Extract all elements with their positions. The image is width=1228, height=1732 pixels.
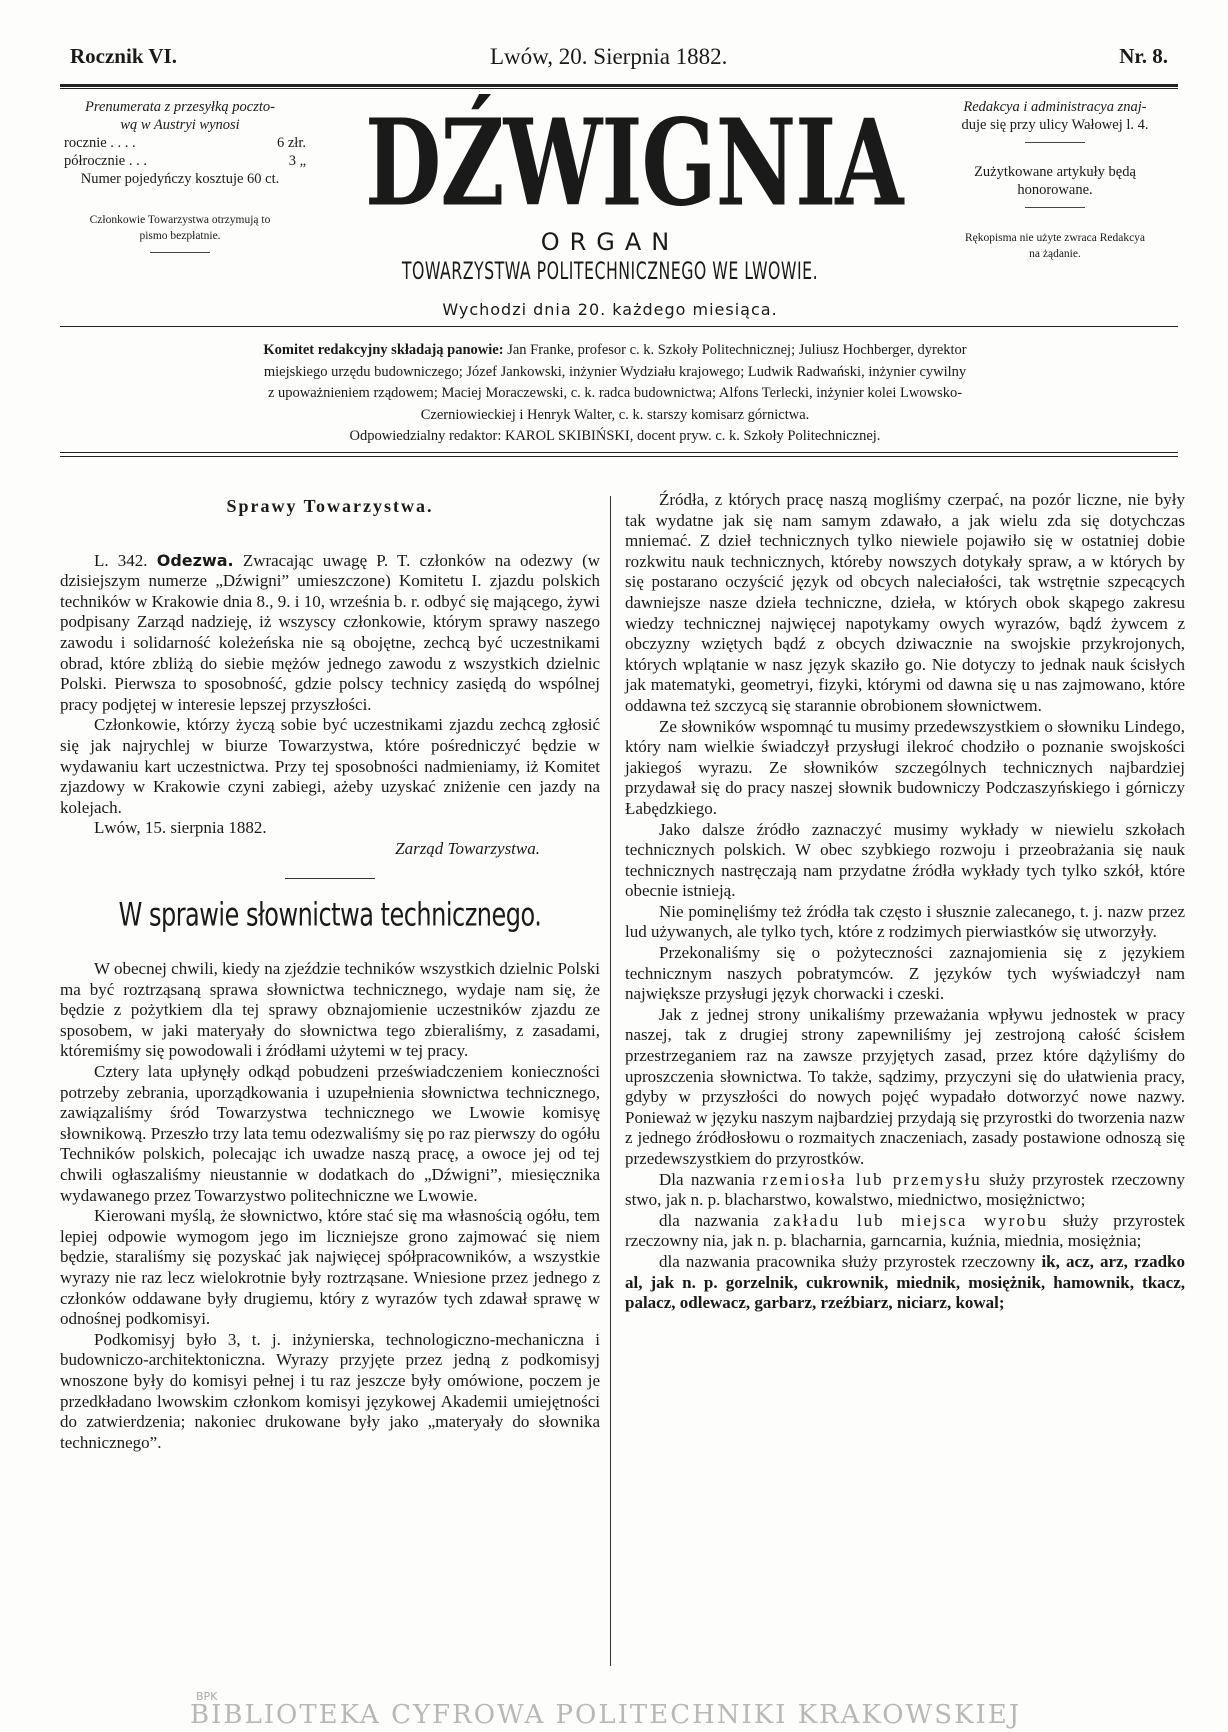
right-paragraph-9 [625,1252,1185,1314]
article-paragraph-2: Cztery lata upłynęły odkąd pobudzeni przeświadczeniem konieczności potrzeby zebrania, uporządkowania i uzupełnienia słownictwa technicznego, zawiązaliśmy śród Towarzystwa technicznego we Lwowie komisyę słownikową. Przeszło trzy lata temu odezwaliśmy się po raz pierwszy do ogółu Techników polskich, polecając ich uwadze naszą pracę, a owoce jej od tej chwili ogłaszaliśmy nieustannie w dodatkach do „Dźwigni”, miesięcznika wydawanego przez Towarzystwo politechniczne we Lwowie. [60,1062,600,1205]
committee-line-4: Czerniowieckiej i Henryk Walter, c. k. starszy komisarz górnictwa. [420,406,810,423]
library-watermark: BIBLIOTEKA CYFROWA POLITECHNIKI KRAKOWSKIEJ [190,1700,1022,1730]
right-paragraph-8-term: zakładu lub miejsca wyrobu [773,1210,1048,1230]
notice-paragraph-1 [60,551,600,716]
committee-line-1-rest: Jan Franke, profesor c. k. Szkoły Politechnicznej; Juliusz Hochberger, dyrektor [507,342,967,358]
article-paragraph-1: W obecnej chwili, kiedy na zjeździe techników wszystkich dzielnic Polski ma być roztrząsaną sprawa słownictwa technicznego, wydaje nam się, że będzie z pożytkiem dla tej sprawy obznajomienie uczestników zjazdu ze sposobem, w jaki materyały do słownictwa tego zbieraliśmy, z zasadami, któremiśmy się powodowali i źródłami użytemi w tej pracy. [60,959,600,1061]
notice-text-1: Zwracając uwagę P. T. członków na odezwy (w dzisiejszym numerze „Dźwigni” umieszczone) Komitetu I. zjazdu polskich techników w Krakowie dnia 8., 9. i 10, września b. r. odbyć się mającego, żywi podpisany Zarząd nadzieję, iż wszyscy członkowie, którym sprawy naszego zawodu i solidarność koleżeńska nie są obojętne, zechcą być uczestnikami obrad, które zbliżą do siebie mężów jednego zawodu z wszystkich dzielnic Polski. Pierwsza to sposobność, gdzie polscy technicy zasiędą do wspólnej pracy podjętej w interesie lepszej przyszłości. [60,550,601,714]
masthead-rule-top-thin [60,88,1178,89]
right-paragraph-3: Jako dalsze źródło zaznaczyć musimy wykłady w niewielu szkołach technicznych polskich. W obec szybkiego rozwoju i przeobrażania się nauk technicznych nastręczają nam przydatne źródła wykłady tych tylko szkół, które obecnie istnieją. [625,819,1185,901]
honorarium-line-1: Zużytkowane artykuły będą [974,164,1136,180]
right-paragraph-9-suffixes: ik, acz, arz, rzadko al, jak n. p. [625,1251,1186,1292]
price-yearly [40,134,320,152]
divider [285,878,375,879]
notice-date: Lwów, 15. sierpnia 1882. [94,818,267,838]
masthead-topline [70,40,1168,74]
committee-lead: Komitet redakcyjny składają panowie: [263,342,504,358]
members-note-line-1: Członkowie Towarzystwa otrzymują to [89,214,271,226]
office-address-1: Redakcya i administracya znaj- [963,99,1147,115]
editorial-office-box [910,98,1200,262]
article-paragraph-4: Podkomisyj było 3, t. j. inżynierska, technologiczno-mechaniczna i budowniczo-architektoniczna. Wyrazy przyjęte przez jedną z podkomisyj wnoszone były do komisyi pełnej i tu raz jeszcze były omówione, poczem je przedkładano lwowskim członkom komisyi językowej Akademii umiejętności do zatwierdzenia; nakoniec drukowane były jako „materyały do słownika technicznego”. [60,1329,600,1452]
library-badge: BPK [196,1690,218,1703]
subscription-intro-1: Prenumerata z przesyłką poczto- [85,99,275,115]
article-title: W sprawie słownictwa technicznego. [118,895,542,934]
price-half [40,152,320,170]
society-name: TOWARZYSTWA POLITECHNICZNEGO WE LWOWIE. [401,258,819,286]
subscription-intro-2: wą w Austryi wynosi [120,117,240,133]
notice-number: L. 342. [94,550,148,570]
committee-rule-2 [60,456,1178,457]
subscription-box [40,98,320,253]
honorarium-line-2: honorowane. [1017,182,1093,198]
right-paragraph-2: Ze słowników wspomnąć tu musimy przedewszystkiem o słowniku Lindego, który nam wielkie świadczył przysługi ilekroć chodziło o poznanie swojskości jakiegoś wyrazu. Ze słowników szczególnych technicznych najbardziej przydawał się do pracy naszej słownik budowniczy Podczaszyńskiego i górniczy Łabędzkiego. [625,716,1185,818]
price-yearly-value: 6 złr. [277,135,306,151]
right-paragraph-9-examples: gorzelnik, cukrownik, miednik, mosiężnik, hamownik, tkacz, palacz, odlewacz, garbarz, rzeźbiarz, niciarz, kowal; [625,1272,1185,1313]
right-paragraph-7-term: rzemiosła lub przemysłu [762,1169,982,1189]
masthead-rule-bottom [60,326,1178,327]
committee-line-2: miejskiego urzędu budowniczego; Józef Jankowski, inżynier Wydziału krajowego; Ludwik Radwański, inżynier cywilny [263,363,967,380]
committee-line-3: z upoważnieniem rządowem; Maciej Moraczewski, c. k. radca budownictwa; Alfons Terlecki, inżynier kolei Lwowsko- [267,385,963,401]
issue-date: Lwów, 20. Sierpnia 1882. [490,44,728,69]
editorial-committee [75,340,1155,448]
members-note-line-2: pismo bezpłatnie. [139,230,221,242]
divider [150,252,210,253]
right-paragraph-8-rest: służy przyrostek rzeczowny nia, jak n. p. blacharnia, garncarnia, kuźnia, miednia, mosiężnia; [625,1210,1186,1251]
article-paragraph-3: Kierowani myślą, że słownictwo, które stać się ma własnością ogółu, tem lepiej odpowie wymogom jego im liczniejsze grono zajmować się niem będzie, staraliśmy się pozyskać jak najwięcej spółpracowników, a wszystkie wyrazy nie raz lecz wielokrotnie były roztrząsane. Wniesione przez jednego z członków oddawane były drugiemu, który z wyrazów tych zdawał sprawę w odnośnej podkomisyi. [60,1206,600,1329]
organ-label: ORGAN [540,228,680,256]
single-issue-price: Numer pojedyńczy kosztuje 60 ct. [80,171,280,187]
right-paragraph-7 [625,1170,1185,1211]
column-separator [610,496,611,1666]
manuscripts-note [910,230,1200,262]
masthead-rule-top [60,84,1178,87]
right-paragraph-5: Przekonaliśmy się o pożyteczności zaznajomienia się z językiem technicznym naszych pobratymców. Z języków tych wyświadczył nam największe przysługi język chorwacki i czeski. [625,943,1185,1004]
price-yearly-label: rocznie . . . . [64,135,136,151]
notice-paragraph-2: Członkowie, którzy życzą sobie być uczestnikami zjazdu zechcą zgłosić się jak najrychlej w biurze Towarzystwa, które pośredniczyć będzie w wydawaniu kart uczestnictwa. Przy tej sposobności nadmieniamy, iż Komitet zjazdowy w Krakowie czyni zabiegi, ażeby uzyskać zniżenie cen jazdy na kolejach. [60,715,600,817]
right-paragraph-9-lead: dla nazwania pracownika służy przyrostek rzeczowny [659,1251,1036,1271]
notice-signature: Zarząd Towarzystwa. [395,838,540,858]
right-paragraph-7-lead: Dla nazwania [659,1169,756,1189]
right-paragraph-7-rest: służy przyrostek rzeczowny stwo, jak n. p. blacharstwo, kowalstwo, miednictwo, mosiężnictwo; [625,1169,1186,1210]
divider [1025,207,1085,208]
volume-label: Rocznik VI. [70,44,177,68]
newspaper-title: DŹWIGNIA [365,92,903,233]
members-note [40,212,320,253]
price-half-label: półrocznie . . . [64,153,147,169]
right-paragraph-8-lead: dla nazwania [659,1210,759,1230]
price-half-value: 3 „ [288,153,306,169]
right-paragraph-6: Jak z jednej strony unikaliśmy przeważania wpływu jednostek w pracy naszej, tak z drugiej strony zapewniliśmy jej zestrojoną całość ścisłem przestrzeganiem raz na zawsze przyjętych zasad, przez które dążyliśmy do uproszczenia słownictwa. To także, sądzimy, przyczyni się do ułatwienia pracy, gdyby w przyszłości do nowych pojęć wypadało dotworzyć nowe nazwy. Ponieważ w języku naszym najbardziej przydają się przyrostki do tworzenia nazw z jednego źródłosłowu o rozmaitych znaczeniach, zasady postawione odnoszą się przedewszystkiem do przyrostków. [625,1004,1185,1168]
right-paragraph-8 [625,1211,1185,1252]
right-paragraph-4: Nie pominęliśmy też źródła tak często i słusznie zalecanego, t. j. nazw przez lud używanych, ale tylko tych, które z rodzimych pierwiastków się utworzyły. [625,901,1185,942]
section-heading: Sprawy Towarzystwa. [226,496,434,516]
left-column [60,490,600,1453]
right-paragraph-1: Źródła, z których pracę naszą mogliśmy czerpać, na pozór liczne, nie były tak wydatne jak się nam samym zdawało, a jak wielu zda się dotychczas mniemać. Z dzieł technicznych tylko niewiele pojawiło się w ostatniej dobie rozkwitu nauk technicznych, któreby nowszych dotykały spraw, a w których by się postarano oczyścić język od obcych naleciałości, tak wstrętnie szpecących dawniejsze nasze dzieła techniczne, dzieła, w których obok skąpego zakresu wiedzy technicznej najwięcej napotykamy owych wyrazów, bądź żywcem z obczyzny wziętych bądź z obcych dziwacznie na swojskie przykrojonych, których wplątanie w nasz język skaziło go. Nie dotyczy to jednak nauk ścisłych jak matematyki, geometryi, fizyki, którymi od dawna się u nas zajmowano, które oddawna też szczycą się starannie obrobionem słownictwem. [625,490,1185,715]
divider [1025,142,1085,143]
manuscripts-line-1: Rękopisma nie użyte zwraca Redakcya [964,232,1146,244]
committee-line-1 [75,340,1155,362]
notice-label: Odezwa. [156,550,234,570]
right-column [625,490,1185,1314]
publication-frequency: Wychodzi dnia 20. każdego miesiąca. [442,300,778,319]
responsible-editor: Odpowiedzialny redaktor: KAROL SKIBIŃSKI, docent pryw. c. k. Szkoły Politechnicznej. [349,428,881,444]
manuscripts-line-2: na żądanie. [1029,248,1081,260]
committee-rule [60,452,1178,453]
honorarium-note [910,163,1200,199]
issue-number: Nr. 8. [1119,44,1168,68]
office-address-2: duje się przy ulicy Wałowej l. 4. [961,117,1149,133]
